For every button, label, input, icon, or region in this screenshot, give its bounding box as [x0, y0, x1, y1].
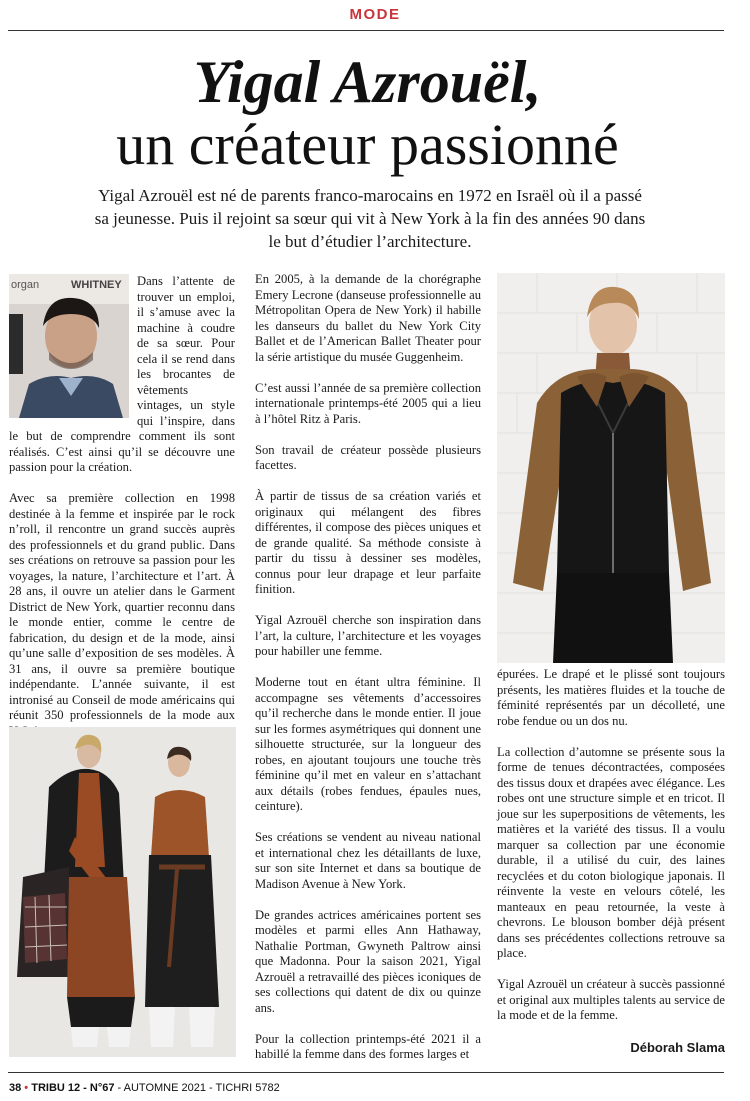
backdrop-text-right: WHITNEY [71, 279, 122, 291]
col2-paragraph-6: Moderne tout en étant ultra féminine. Il accompagne ses vêtements d’accessoires qu’il recherche dans le monde entier. Il joue sur les formes asymétriques qui donnent une silhouette structurée, sur la longueur des robes, en ajoutant toujours une touche très féminine qu’il met en valeur en s’attachant aux détails (robes fendues, épaules nues, ceinture). [255, 675, 481, 813]
col2-paragraph-8: De grandes actrices américaines portent ses modèles et parmi elles Ann Hathaway, Nathalie Portman, Gwyneth Paltrow ainsi que Madonna. Pour la saison 2021, Yigal Azrouël a retravaillé des pièces iconiques de ses collections qui datent de dix ou quinze ans. [255, 907, 481, 1015]
article-lead: Yigal Azrouël est né de parents franco-marocains en 1972 en Israël où il a passé sa jeunesse. Puis il rejoint sa sœur qui vit à New York à la fin des années 90 dans le but d’étudier l’architecture. [94, 186, 646, 251]
col2-paragraph-4: À partir de tissus de sa création variés et originaux qui mélangent des fibres différentes, il compose des pièces uniques et de grande qualité. Sa méthode consiste à partir du tissu à dessiner ses modèles, connus pour leur drapage et leur parfaite finition. [255, 489, 481, 596]
col1-paragraph-1: Dans l’attente de trouver un emploi, il s’amuse avec la machine à coudre de sa sœur. Pour cela il se rend dans les brocantes de vêtements vintages, un style qui l’inspire, dans le but de comprendre comment ils sont réalisés. C’est ainsi qu’il se découvre une passion pour la création. [9, 274, 235, 474]
col3-paragraph-1: épurées. Le drapé et le plissé sont toujours présents, les matières fluides et la touche de féminité représentés par un décolleté, une robe fendue ou un dos nu. [497, 667, 725, 728]
issue-date: - AUTOMNE 2021 - TICHRI 5782 [114, 1082, 280, 1094]
article-title-name: Yigal Azrouël, [193, 49, 542, 115]
runway-duo-photo [9, 727, 236, 1057]
portrait-photo [9, 274, 129, 418]
column-3 [497, 667, 725, 1039]
backdrop-text-left: organ [11, 279, 40, 291]
column-2 [255, 272, 481, 1078]
author-signature: Déborah Slama [630, 1040, 725, 1055]
col3-paragraph-2: La collection d’automne se présente sous la forme de tenues décontractées, composées des tissus doux et drapées avec élégance. Les robes ont une structure simple et en tricot. Il joue sur les superpositions de vêtements, les matières et la variété des tissus. Il a voulu marquer sa collection par une économie durable, il a utilisé du cuir, des laines recyclées et du coton biologique japonais. Il réinvente la veste en velours côtelé, les manteaux en peau retournée, la veste à chevrons. Le blouson bomber déjà présent dans ses précédentes collections retrouve sa place. [497, 744, 725, 960]
page-footer [9, 1082, 280, 1094]
col3-paragraph-3: Yigal Azrouël un créateur à succès passionné et original aux multiples talents au service de la mode et de la femme. [497, 977, 725, 1022]
page-number: 38 [9, 1082, 22, 1094]
col2-paragraph-2: C’est aussi l’année de sa première collection internationale printemps-été 2005 qui a lieu à l’hôtel Ritz à Paris. [255, 380, 481, 426]
article-title-subtitle: un créateur passionné [116, 112, 619, 177]
col2-paragraph-3: Son travail de créateur possède plusieurs facettes. [255, 442, 481, 472]
jacket-model-photo [497, 273, 725, 663]
col2-paragraph-5: Yigal Azrouël cherche son inspiration dans l’art, la culture, l’architecture et les voyages pour habiller une femme. [255, 613, 481, 658]
top-rule [8, 30, 724, 31]
footer-separator: • [21, 1082, 32, 1094]
col2-paragraph-1: En 2005, à la demande de la chorégraphe Emery Lecrone (danseuse professionnelle au Métropolitan Opera de New York) il habille les danseurs du ballet du New York City Ballet et de l’American Ballet Theater pour la série artistique du musée Guggenheim. [255, 272, 481, 364]
col1-paragraph-2: Avec sa première collection en 1998 destinée à la femme et inspirée par le rock n’roll, il rencontre un grand succès auprès des professionnels et du grand public. Dans ses créations on retrouve sa passion pour les voyages, la nature, l’architecture et l’art. À 28 ans, il ouvre un atelier dans le Garment District de New York, quartier reconnu dans le monde entier, comme le centre de fabrication, du design et de la mode, ainsi qu’une salle d’exposition de ses modèles. À 31 ans, il ouvre sa première boutique indépendante. L’année suivante, il est intronisé au Conseil de mode américains qui réunit 350 professionnels de la mode aux [9, 491, 235, 722]
column-1 [9, 274, 235, 755]
col2-paragraph-9: Pour la collection printemps-été 2021 il a habillé la femme dans des formes larges et [255, 1031, 481, 1061]
col2-paragraph-7: Ses créations se vendent au niveau national et international chez les détaillants de luxe, sur son site Internet et dans sa boutique de Madison Avenue à New York. [255, 830, 481, 891]
magazine-issue: TRIBU 12 - N°67 [31, 1082, 115, 1094]
section-label: MODE [349, 6, 401, 23]
bottom-rule [8, 1072, 724, 1073]
